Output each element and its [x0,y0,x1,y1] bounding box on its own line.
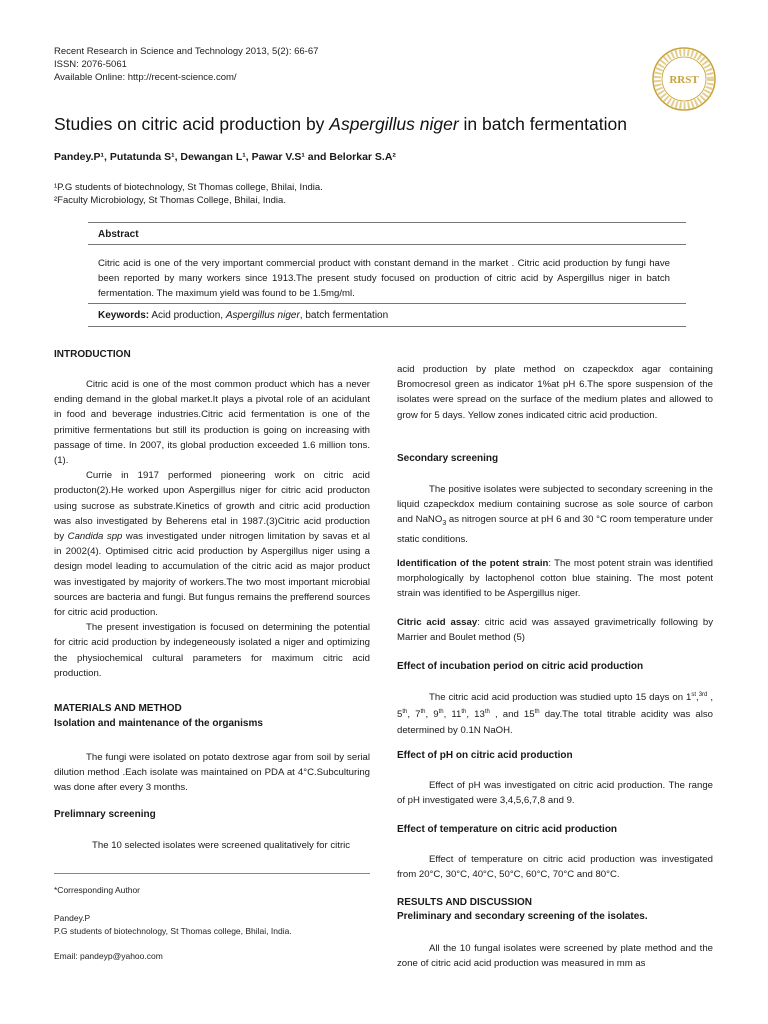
temperature-heading: Effect of temperature on citric acid production [397,824,618,835]
temperature-body: Effect of temperature on citric acid production was investigated from 20°C, 30°C, 40°C, 50°C, 60°C, 70°C and 80°C. [397,854,713,881]
corresponding-author-name: Pandey.P [54,913,91,923]
affiliation-2: ²Faculty Microbiology, St Thomas College, Bhilai, India. [54,195,286,206]
introduction-heading: INTRODUCTION [54,349,131,360]
abstract-bottom-rule [88,326,686,327]
ph-heading: Effect of pH on citric acid production [397,750,573,761]
corresponding-author-affiliation: P.G students of biotechnology, St Thomas college, Bhilai, India. [54,926,292,936]
keywords: Keywords: Acid production, Aspergillus niger, batch fermentation [98,310,389,321]
results-body: All the 10 fungal isolates were screened by plate method and the zone of citric acid acid production was measured in mm as [397,943,713,970]
abstract-heading: Abstract [98,229,139,240]
intro-paragraph-3: The present investigation is focused on determining the potential for citric acid production by indegeneously isolated a niger and optimizing the physiochemical cultural parameters for maximum citric acid production. [54,622,370,679]
incubation-heading: Effect of incubation period on citric acid production [397,661,644,672]
prelim-screening-body: The 10 selected isolates were screened qualitatively for citric [92,840,351,851]
incubation-body: The citric acid acid production was studied upto 15 days on 1st,$^{3rd}$ , 5th, 7th, 9th, 11th, 13th , and 15th day.The total titrable acidity was also determined by 0.1N NaOH. [397,692,713,736]
isolation-body: The fungi were isolated on potato dextrose agar from soil by serial dilution method .Each isolate was maintained on PDA at 4°C.Subculturing was done after every 3 months. [54,752,370,794]
prelim-screening-heading: Prelimnary screening [54,809,156,820]
secondary-screening-body: The positive isolates were subjected to secondary screening in the liquid czapeckdox medium containing sucrose as sole source of carbon and NaNO$_3$ as nitrogen source at pH 6 and 30 °C room temperature under static conditions. [397,484,713,545]
logo-text: RRST [669,74,699,86]
paper-title: Studies on citric acid production by Aspergillus niger in batch fermentation [54,114,627,134]
methods-heading: MATERIALS AND METHOD [54,703,182,714]
isolation-heading: Isolation and maintenance of the organisms [54,718,263,729]
abstract-heading-rule [88,244,686,245]
journal-logo [651,46,717,112]
journal-citation: Recent Research in Science and Technology 2013, 5(2): 66-67 [54,46,319,57]
affiliation-1: ¹P.G students of biotechnology, St Thomas college, Bhilai, India. [54,182,323,193]
results-subheading: Preliminary and secondary screening of the isolates. [397,911,648,922]
journal-url: Available Online: http://recent-science.com/ [54,72,237,83]
footnote-rule [54,873,370,874]
citric-acid-assay-paragraph: Citric acid assay: citric acid was assayed gravimetrically following by Marrier and Boulet method (5) [397,617,713,644]
keywords-rule [88,303,686,304]
intro-paragraph-2: Currie in 1917 performed pioneering work on citric acid producton(2).He worked upon Aspergillus niger for citric acid producton using sucrose as substrate.Kinetics of growth and citric acid production was also investigated by Beherens etal in 1987.(3)Citric acid production by Candida spp was investigated under nitrogen limitation by savas et al in 2002(4). Optimised citric acid production by Aspergillus niger using a design model leading to accumulation of the citric acid as major product was investigated by majority of workers.The two most important microbial sources are bacteria and fungi. But fungus remains the prefferend sources for citric acid production. [54,470,370,619]
abstract-top-rule [88,222,686,223]
abstract-text: Citric acid is one of the very important commercial product with constant demand in the market . Citric acid production by fungi have been reported by many workers since 1913.The present study focused on production of citric acid by Aspergillus niger in batch fermentation. The maximum yield was found to be 1.5mg/ml. [98,258,670,299]
journal-issn: ISSN: 2076-5061 [54,59,127,70]
potent-strain-paragraph: Identification of the potent strain: The most potent strain was identified morphologically by lactophenol cotton blue staining. The most potent strain was identified to be Aspergillus niger. [397,558,714,600]
screening-continued: acid production by plate method on czapeckdox agar containing Bromocresol green as indicator 1%at pH 6.The spore suspension of the isolates were spread on the surface of the medium plates and allowed to grow for 5 days. Yellow zones indicated citric acid production. [397,364,713,421]
results-heading: RESULTS AND DISCUSSION [397,897,533,908]
corresponding-author-email: Email: pandeyp@yahoo.com [54,951,163,961]
secondary-screening-heading: Secondary screening [397,453,499,464]
author-list: Pandey.P¹, Putatunda S¹, Dewangan L¹, Pawar V.S¹ and Belorkar S.A² [54,151,396,163]
corresponding-author-label: *Corresponding Author [54,885,141,895]
introduction-body [54,377,370,681]
intro-paragraph-1: Citric acid is one of the most common product which has a never ending demand in the global market.It plays a pivotal role of an acidulant in food and beverage industries.Citric acid fermentation is one of the primitive fermentations but still its production is going on increasing with passage of time. In 2007, its global production exceeded 1.6 million tons.(1). [54,379,370,467]
ph-body: Effect of pH was investigated on citric acid production. The range of pH investigated were 3,4,5,6,7,8 and 9. [397,780,713,807]
